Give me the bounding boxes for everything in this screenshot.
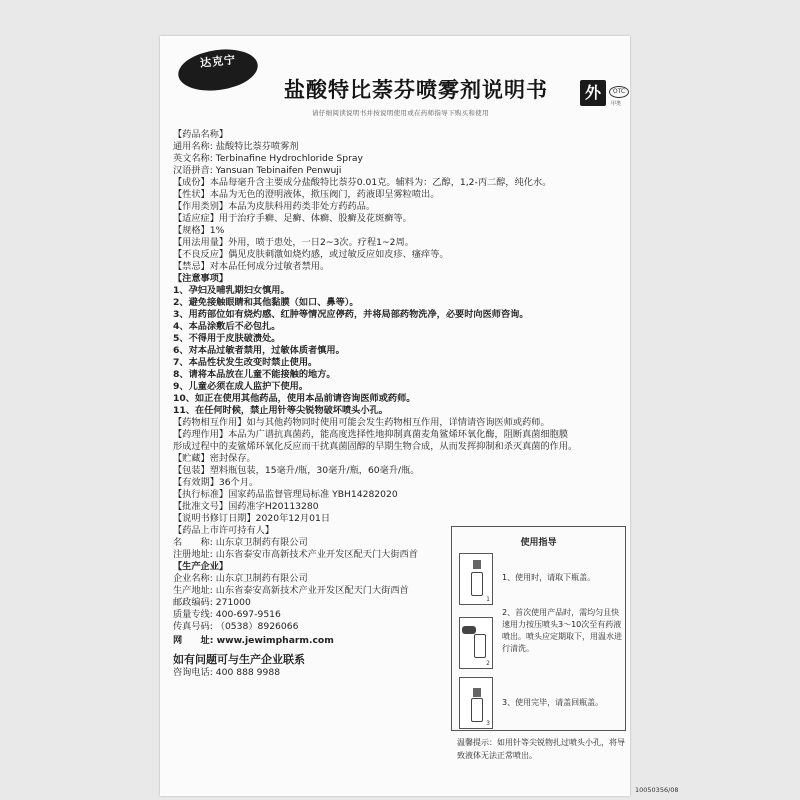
spray-bottle-icon	[471, 572, 483, 596]
leaflet-line: 通用名称: 盐酸特比萘芬喷雾剂	[173, 141, 299, 152]
usage-guide-title: 使用指导	[520, 538, 557, 548]
leaflet-line: 【包装】塑料瓶包装，15毫升/瓶，30毫升/瓶，60毫升/瓶。	[173, 465, 420, 476]
leaflet-line: 咨询电话: 400 888 9988	[173, 667, 281, 678]
leaflet-line: 【注意事项】	[173, 273, 229, 284]
step-1-illustration	[459, 553, 493, 605]
leaflet-line: 4、本品涂敷后不必包扎。	[173, 321, 281, 332]
step-number: 3	[486, 720, 490, 727]
leaflet-line: 6、对本品过敏者禁用，过敏体质者慎用。	[173, 345, 345, 356]
brand-logo-text: 达克宁	[199, 53, 237, 70]
leaflet-line: 【有效期】36个月。	[173, 477, 259, 488]
leaflet-line: 8、请将本品放在儿童不能接触的地方。	[173, 369, 336, 380]
leaflet-line: 【禁忌】对本品任何成分过敏者禁用。	[173, 261, 330, 272]
leaflet-line: 汉语拼音: Yansuan Tebinaifen Penwuji	[173, 165, 342, 176]
leaflet-sheet	[160, 36, 679, 796]
leaflet-line: 【不良反应】偶见皮肤刺激如烧灼感，或过敏反应如皮疹、瘙痒等。	[173, 249, 449, 260]
step-2-illustration	[459, 617, 493, 669]
leaflet-line: 10、如正在使用其他药品，使用本品前请咨询医师或药师。	[173, 393, 416, 404]
leaflet-line: 邮政编码: 271000	[173, 597, 251, 608]
leaflet-line: 英文名称: Terbinafine Hydrochloride Spray	[173, 153, 363, 164]
document-title: 盐酸特比萘芬喷雾剂说明书	[284, 78, 548, 102]
leaflet-line: 【作用类别】本品为皮肤科用药类非处方药药品。	[173, 201, 376, 212]
leaflet-line: 【药品上市许可持有人】	[173, 525, 275, 536]
step-3-text: 3、使用完毕，请盖回瓶盖。	[502, 698, 604, 707]
step-number: 2	[486, 660, 490, 667]
usage-tip: 温馨提示：如用针等尖锐物扎过喷头小孔，将导致液体无法正常喷出。	[457, 738, 625, 760]
leaflet-line: 【生产企业】	[173, 561, 229, 572]
bottle-cap-icon	[473, 560, 481, 569]
step-3-illustration	[459, 677, 493, 729]
leaflet-line: 【批准文号】国药准字H20113280	[173, 501, 319, 512]
document-code: 10050356/08	[635, 786, 679, 794]
leaflet-line: 注册地址: 山东省泰安市高新技术产业开发区配天门大街西首	[173, 549, 418, 560]
otc-class-label: 甲类	[611, 101, 622, 107]
leaflet-line: 【执行标准】国家药品监督管理局标准 YBH14282020	[173, 489, 398, 500]
leaflet-line: 【适应症】用于治疗手癣、足癣、体癣、股癣及花斑癣等。	[173, 213, 412, 224]
leaflet-line: 网 址: www.jewimpharm.com	[173, 635, 334, 646]
leaflet-line: 9、儿童必须在成人监护下使用。	[173, 381, 309, 392]
leaflet-line: 11、在任何时候，禁止用针等尖锐物破坏喷头小孔。	[173, 405, 388, 416]
external-use-badge: 外	[580, 80, 606, 106]
document-subtitle: 请仔细阅读说明书并按说明使用或在药师指导下购买和使用	[312, 109, 489, 117]
leaflet-line: 2、避免接触眼睛和其他黏膜（如口、鼻等）。	[173, 297, 359, 308]
leaflet-line: 【成份】本品每毫升含主要成分盐酸特比萘芬0.01克。辅料为：乙醇，1,2-丙二醇，纯化水。	[173, 177, 552, 188]
step-number: 1	[486, 596, 490, 603]
leaflet-line: 形成过程中的麦鲨烯环氧化反应而干扰真菌固醇的早期生物合成，从而发挥抑制和杀灭真菌的作用。	[173, 441, 578, 452]
spray-bottle-icon	[471, 698, 483, 722]
leaflet-line: 名 称: 山东京卫制药有限公司	[173, 537, 308, 548]
otc-badge: OTC	[609, 86, 629, 98]
leaflet-line: 传真号码: （0538）8926066	[173, 621, 299, 632]
leaflet-line: 3、用药部位如有烧灼感、红肿等情况应停药，并将局部药物洗净，必要时向医师咨询。	[173, 309, 529, 320]
leaflet-line: 1、孕妇及哺乳期妇女慎用。	[173, 285, 290, 296]
leaflet-line: 【贮藏】密封保存。	[173, 453, 256, 464]
bottle-cap-icon	[473, 688, 481, 697]
leaflet-line: 【药品名称】	[173, 129, 229, 140]
step-1-text: 1、使用时，请取下瓶盖。	[502, 573, 596, 582]
leaflet-line: 【规格】1%	[173, 225, 225, 236]
leaflet-line: 【药理作用】本品为广谱抗真菌药，能高度选择性地抑制真菌麦角鲨烯环氧化酶，阻断真菌细胞膜	[173, 429, 569, 440]
leaflet-line: 5、不得用于皮肤破溃处。	[173, 333, 281, 344]
usage-guide-box	[451, 526, 626, 731]
leaflet-line: 【性状】本品为无色的澄明液体，揿压阀门，药液即呈雾粒喷出。	[173, 189, 440, 200]
leaflet-line: 7、本品性状发生改变时禁止使用。	[173, 357, 318, 368]
step-2-text: 2、首次使用产品时，需均匀且快速用力按压喷头3～10次至有药液喷出。喷头应定期取下，用温水进行清洗。	[502, 608, 622, 653]
finger-press-icon	[462, 626, 476, 634]
leaflet-line: 如有问题可与生产企业联系	[173, 653, 305, 666]
leaflet-line: 【说明书修订日期】2020年12月01日	[173, 513, 331, 524]
leaflet-line: 生产地址: 山东省泰安高新技术产业开发区配天门大街西首	[173, 585, 409, 596]
leaflet-line: 质量专线: 400-697-9516	[173, 609, 281, 620]
leaflet-line: 【用法用量】外用，喷于患处，一日2~3次。疗程1~2周。	[173, 237, 414, 248]
leaflet-line: 【药物相互作用】如与其他药物同时使用可能会发生药物相互作用，详情请咨询医师或药师。	[173, 417, 550, 428]
leaflet-line: 企业名称: 山东京卫制药有限公司	[173, 573, 308, 584]
spray-bottle-icon	[474, 634, 486, 658]
